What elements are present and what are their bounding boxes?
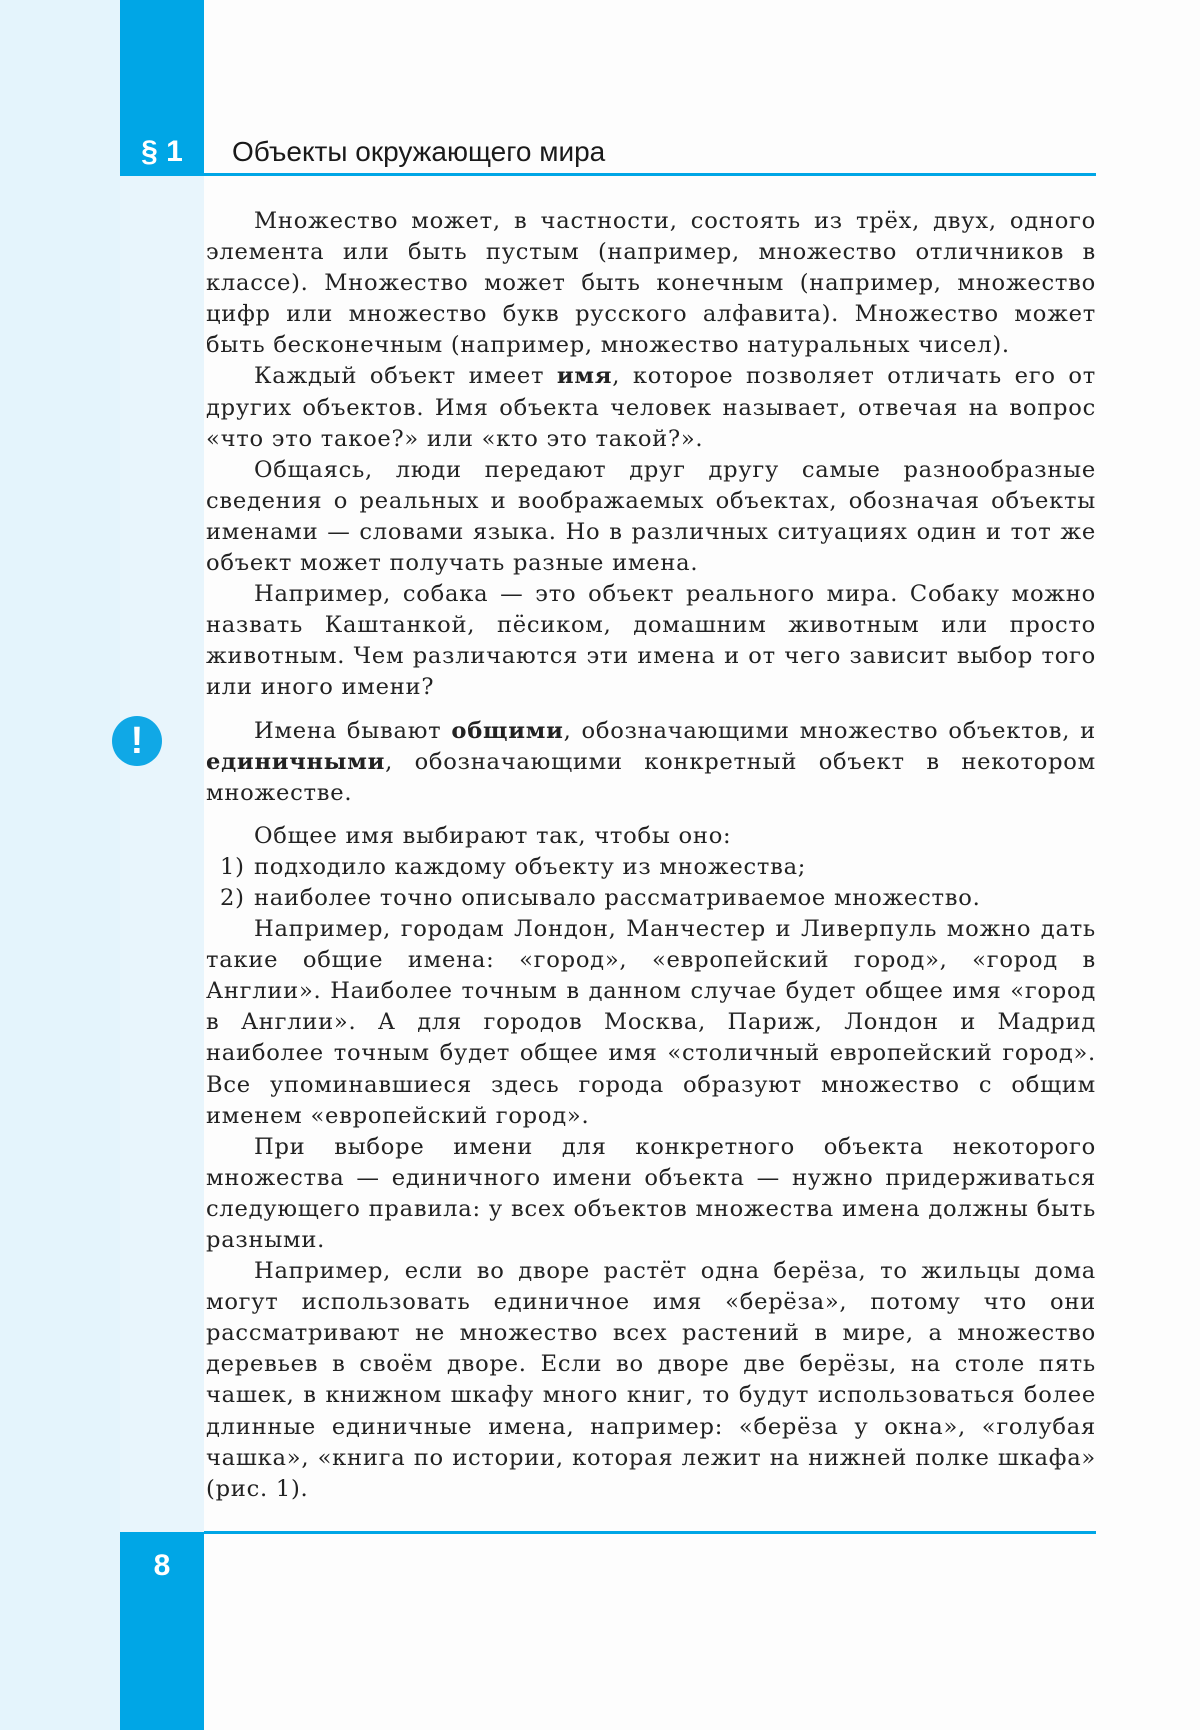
paragraph: При выборе имени для конкретного объекта некоторого множества — единичного имени объекта — нужно придерживаться следующего правила: у всех объектов множества имена должны быть разными. bbox=[206, 1133, 1096, 1253]
left-margin-background bbox=[0, 0, 120, 1730]
list-item: 1) подходило каждому объекту из множества; bbox=[206, 852, 1096, 883]
paragraph: Например, городам Лондон, Манчестер и Ливерпуль можно дать такие общие имена: «город», «европейский город», «город в Англии». Наиболее точным в данном случае будет общее имя «город в Англии». А для городов Москва, Париж, Лондон и Мадрид наиболее точным будет общее имя «столичный европейский город». Все упоминавшиеся здесь города образуют множество с общим именем «европейский город». bbox=[206, 916, 1096, 1129]
exclamation-icon: ! bbox=[112, 716, 162, 766]
paragraph: Каждый объект имеет имя, которое позволяет отличать его от других объектов. Имя объекта человек называет, отвечая на вопрос «что это такое?» или «кто это такой?». bbox=[206, 363, 1096, 452]
header-divider bbox=[204, 173, 1096, 176]
paragraph: Например, собака — это объект реального мира. Собаку можно назвать Каштанкой, пёсиком, домашним животным или просто животным. Чем различаются эти имена и от чего зависит выбор того или иного имени? bbox=[206, 581, 1096, 701]
paragraph: Множество может, в частности, состоять из трёх, двух, одного элемента или быть пустым (например, множество отличников в классе). Множество может быть конечным (например, множество цифр или множество букв русского алфавита). Множество может быть бесконечным (например, множество натуральных чисел). bbox=[206, 208, 1096, 359]
paragraph: Например, если во дворе растёт одна берёза, то жильцы дома могут использовать единичное имя «берёза», потому что они рассматривают не множество всех растений в мире, а множество деревьев в своём дворе. Если во дворе две берёзы, на столе пять чашек, в книжном шкафу много книг, то будут использоваться более длинные единичные имена, например: «берёза у окна», «голубая чашка», «книга по истории, которая лежит на нижней полке шкафа» (рис. 1). bbox=[206, 1258, 1096, 1502]
rule-paragraph: Имена бывают общими, обозначающими множество объектов, и единичными, обозначающими конкретный объект в некотором множестве. bbox=[206, 717, 1096, 806]
term-single: единичными bbox=[206, 748, 386, 775]
list-item: 2) наиболее точно описывало рассматриваемое множество. bbox=[206, 883, 1096, 914]
section-number: § 1 bbox=[141, 135, 183, 168]
footer-divider bbox=[204, 1531, 1096, 1534]
paragraph: Общее имя выбирают так, чтобы оно: bbox=[254, 822, 732, 849]
term-name: имя bbox=[556, 363, 613, 390]
body-text bbox=[206, 206, 1096, 1505]
margin-strip bbox=[120, 0, 204, 1730]
page-number: 8 bbox=[153, 1549, 171, 1582]
paragraph: Общаясь, люди передают друг другу самые разнообразные сведения о реальных и воображаемых объектах, обозначая объекты именами — словами языка. Но в различных ситуациях один и тот же объект может получать разные имена. bbox=[206, 456, 1096, 577]
list-number: 2) bbox=[220, 884, 245, 911]
term-common: общими bbox=[451, 717, 564, 744]
list-number: 1) bbox=[220, 853, 245, 880]
page-header-title: Объекты окружающего мира bbox=[232, 136, 606, 167]
